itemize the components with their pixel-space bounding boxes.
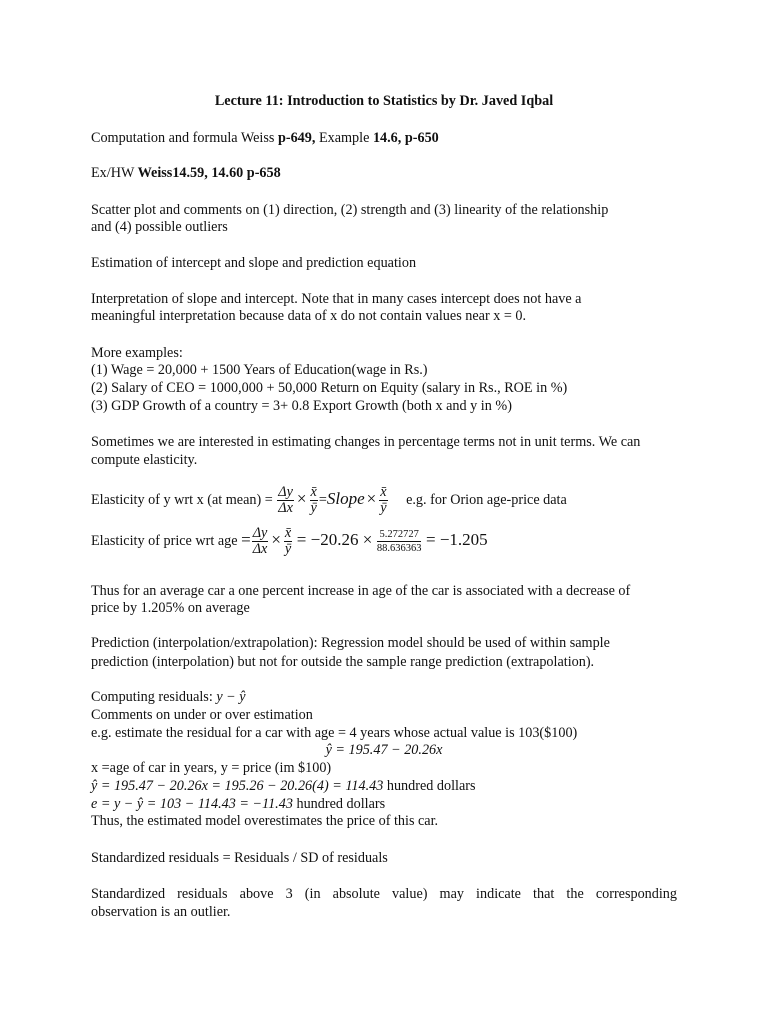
- prediction-calc: ŷ = 195.47 − 20.26x = 195.26 − 20.26(4) = 114.43 hundred dollars: [91, 778, 476, 794]
- slope-value: = −20.26 ×: [296, 530, 373, 549]
- computation-text: Computation and formula Weiss: [91, 130, 278, 146]
- mean-ratio-fraction: $\frac{5.272727}{88.636363}$: [376, 529, 422, 555]
- residual-example-line: e.g. estimate the residual for a car with age = 4 years whose actual value is 103($100): [91, 725, 578, 741]
- example-item-2: (2) Salary of CEO = 1000,000 + 50,000 Return on Equity (salary in Rs., ROE in %): [91, 380, 568, 396]
- exhw-line: [91, 165, 281, 182]
- comments-line: Comments on under or over estimation: [91, 707, 313, 723]
- standardized-line: Standardized residuals = Residuals / SD of residuals: [91, 850, 388, 866]
- xbar-ybar-fraction-price: $\frac{x̄}{ȳ}$: [284, 525, 292, 558]
- example-item-3: (3) GDP Growth of a country = 3+ 0.8 Export Growth (both x and y in %): [91, 398, 512, 414]
- interpretation-line-2: meaningful interpretation because data of x do not contain values near x = 0.: [91, 308, 527, 324]
- xbar-ybar-fraction: $\frac{x̄}{ȳ}$: [310, 484, 317, 517]
- thus-car-line-2: price by 1.205% on average: [91, 600, 250, 616]
- residual-conclusion: Thus, the estimated model overestimates the price of this car.: [91, 813, 439, 829]
- exhw-ref: Weiss14.59, 14.60 p-658: [137, 165, 281, 181]
- prediction-line-2: prediction (interpolation) but not for outside the sample range prediction (extrapolation).: [91, 654, 595, 670]
- computation-line: [91, 130, 439, 147]
- computation-example-ref: 14.6, p-650: [372, 130, 439, 146]
- dy-dx-fraction: $\frac{\Delta y}{\Delta x}$: [278, 484, 293, 517]
- page-title: Lecture 11: Introduction to Statistics by Dr. Javed Iqbal: [214, 93, 554, 109]
- prediction-line-1: Prediction (interpolation/extrapolation): Regression model should be used of within sample: [91, 635, 610, 651]
- slope-symbol: Slope: [326, 489, 365, 508]
- elasticity-mean-label: Elasticity of y wrt x (at mean) =: [91, 492, 273, 508]
- xbar-ybar-fraction-2: $\frac{x̄}{ȳ}$: [380, 484, 387, 517]
- outlier-line-1: Standardized residuals above 3 (in absolute value) may indicate that the corresponding: [91, 886, 677, 902]
- dy-dx-fraction-price: $\frac{\Delta y}{\Delta x}$: [252, 525, 268, 558]
- exhw-label: Ex/HW: [91, 165, 138, 181]
- sometimes-line-1: Sometimes we are interested in estimating changes in percentage terms not in unit terms. We can: [91, 434, 641, 450]
- elasticity-price-label: Elasticity of price wrt age: [91, 533, 238, 549]
- example-item-1: (1) Wage = 20,000 + 1500 Years of Education(wage in Rs.): [91, 362, 428, 378]
- interpretation-line-1: Interpretation of slope and intercept. Note that in many cases intercept does not have a: [91, 291, 582, 307]
- scatter-line-2: and (4) possible outliers: [91, 219, 228, 235]
- outlier-line-2: observation is an outlier.: [91, 904, 231, 920]
- elasticity-mean-formula: Elasticity of y wrt x (at mean) = $\frac{\Delta y}{\Delta x}$ × $\frac{x̄}{ȳ}$ =Slope × $\frac{x̄}{ȳ}$ e.g. for Orion age-price data: [91, 484, 567, 517]
- sometimes-line-2: compute elasticity.: [91, 452, 198, 468]
- regression-model: ŷ = 195.47 − 20.26x: [325, 742, 443, 758]
- elasticity-price-formula: Elasticity of price wrt age = $\frac{\Delta y}{\Delta x}$ × $\frac{x̄}{ȳ}$ = −20.26 × $\frac{5.272727}{88.636363}$ = −1.205: [91, 525, 488, 558]
- residual-calc: e = y − ŷ = 103 − 114.43 = −11.43 hundred dollars: [91, 796, 386, 812]
- estimation-line: Estimation of intercept and slope and prediction equation: [91, 255, 417, 271]
- residuals-heading: Computing residuals: y − ŷ: [91, 689, 246, 705]
- orion-note: e.g. for Orion age-price data: [406, 492, 567, 508]
- computation-example-label: Example: [315, 130, 373, 146]
- thus-car-line-1: Thus for an average car a one percent increase in age of the car is associated with a decrease of: [91, 583, 631, 599]
- elasticity-result: = −1.205: [426, 530, 488, 549]
- residual-expression: y − ŷ: [216, 689, 246, 705]
- more-examples-heading: More examples:: [91, 345, 183, 361]
- scatter-line-1: Scatter plot and comments on (1) direction, (2) strength and (3) linearity of the relationship: [91, 202, 609, 218]
- computation-page: p-649,: [277, 130, 316, 146]
- variable-definitions: x =age of car in years, y = price (im $100): [91, 760, 332, 776]
